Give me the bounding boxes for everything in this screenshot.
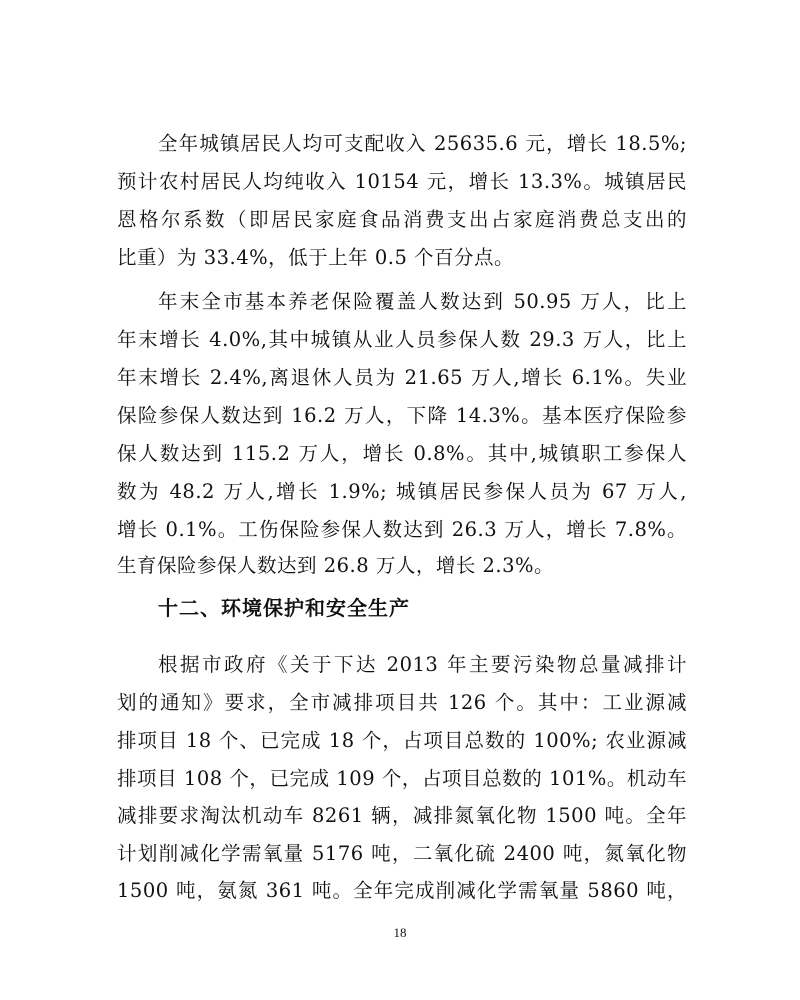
section-heading: 十二、环境保护和安全生产: [158, 596, 410, 620]
paragraph-2-line-2: 年末增长 4.0%,其中城镇从业人员参保人数 29.3 万人，比上: [117, 328, 687, 351]
paragraph-3-line-5: 减排要求淘汰机动车 8261 辆，减排氮氧化物 1500 吨。全年: [117, 804, 687, 827]
paragraph-1-line-3: 恩格尔系数（即居民家庭食品消费支出占家庭消费总支出的: [117, 208, 687, 231]
paragraph-2-line-7: 增长 0.1%。工伤保险参保人数达到 26.3 万人，增长 7.8%。: [117, 518, 687, 541]
paragraph-3-line-4: 排项目 108 个，已完成 109 个，占项目总数的 101%。机动车: [117, 767, 687, 790]
page-number: 18: [393, 925, 407, 940]
paragraph-3-line-3: 排项目 18 个、已完成 18 个，占项目总数的 100%; 农业源减: [117, 729, 687, 752]
paragraph-2-line-8: 生育保险参保人数达到 26.8 万人，增长 2.3%。: [117, 554, 555, 577]
paragraph-2-line-1: 年末全市基本养老保险覆盖人数达到 50.95 万人，比上: [158, 290, 687, 313]
paragraph-1-line-1: 全年城镇居民人均可支配收入 25635.6 元，增长 18.5%;: [158, 132, 687, 155]
paragraph-3-line-7: 1500 吨，氨氮 361 吨。全年完成削减化学需氧量 5860 吨，: [117, 879, 687, 902]
paragraph-2-line-6: 数为 48.2 万人,增长 1.9%; 城镇居民参保人员为 67 万人,: [117, 480, 687, 503]
paragraph-1-line-2: 预计农村居民人均纯收入 10154 元，增长 13.3%。城镇居民: [117, 170, 687, 193]
paragraph-3-line-1: 根据市政府《关于下达 2013 年主要污染物总量减排计: [158, 653, 687, 676]
paragraph-2-line-5: 保人数达到 115.2 万人，增长 0.8%。其中,城镇职工参保人: [117, 442, 687, 465]
paragraph-3-line-2: 划的通知》要求，全市减排项目共 126 个。其中：工业源减: [117, 691, 687, 714]
paragraph-2-line-4: 保险参保人数达到 16.2 万人，下降 14.3%。基本医疗保险参: [117, 404, 687, 427]
paragraph-3-line-6: 计划削减化学需氧量 5176 吨，二氧化硫 2400 吨，氮氧化物: [117, 842, 687, 865]
paragraph-2-line-3: 年末增长 2.4%,离退休人员为 21.65 万人,增长 6.1%。失业: [117, 366, 687, 389]
paragraph-1-line-4: 比重）为 33.4%，低于上年 0.5 个百分点。: [117, 246, 515, 269]
